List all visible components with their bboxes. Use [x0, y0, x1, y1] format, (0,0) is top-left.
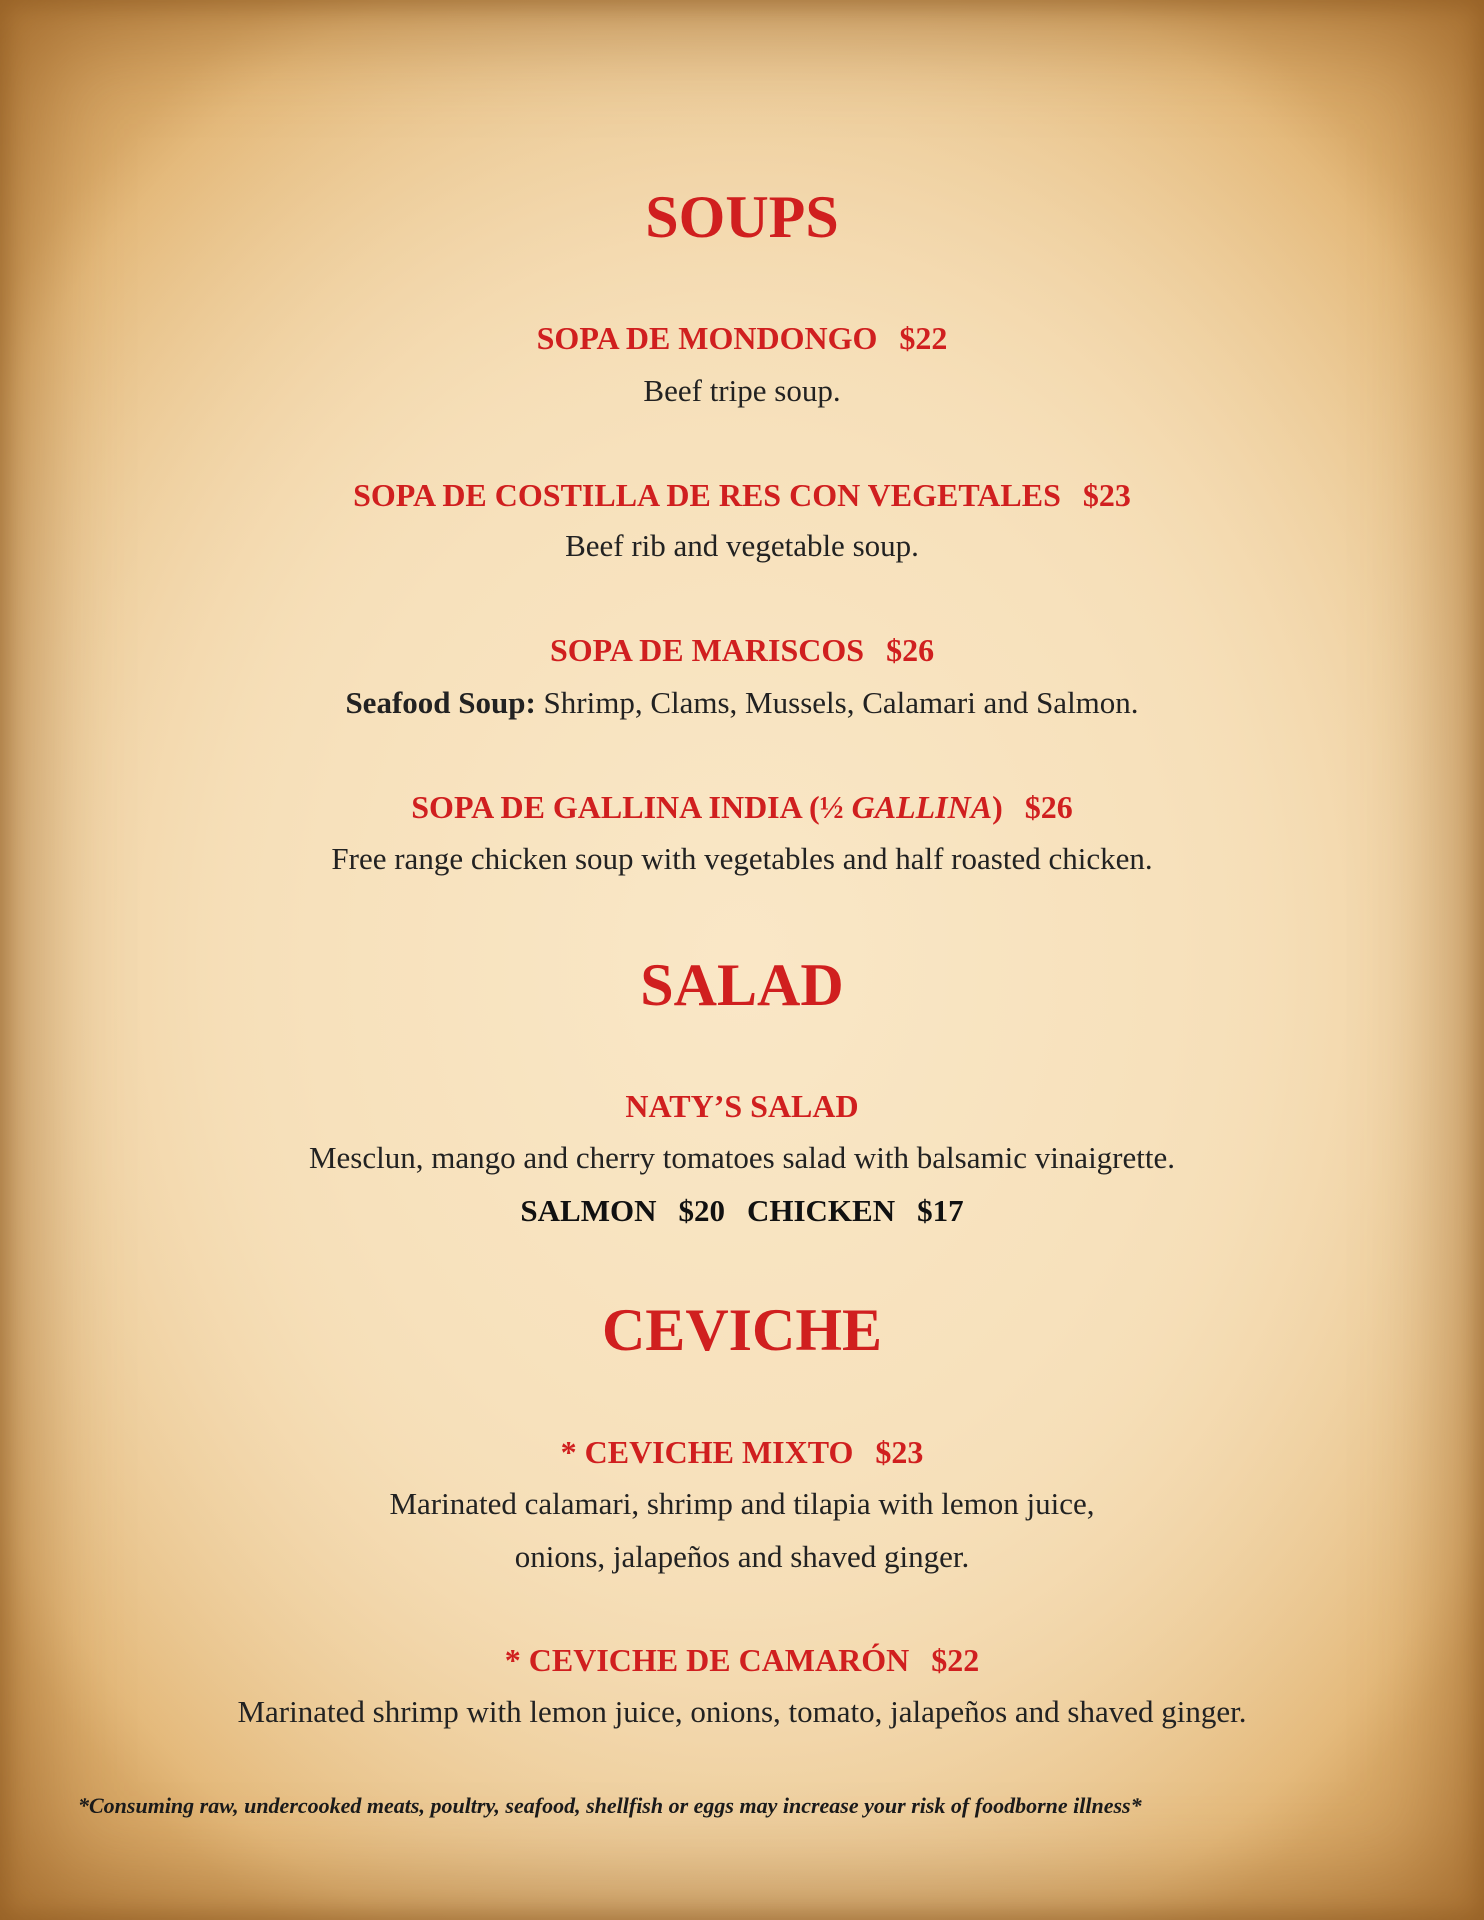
item-name-text: SOPA DE MONDONGO — [536, 320, 878, 356]
menu-item-name — [0, 1436, 1484, 1468]
item-name-text: SOPA DE MARISCOS — [549, 632, 865, 668]
menu-item-name — [0, 322, 1484, 354]
menu-item-description: Mesclun, mango and cherry tomatoes salad with balsamic vinaigrette. — [308, 1140, 1176, 1175]
section-title-salad: SALAD — [640, 952, 844, 1018]
menu-item-name — [0, 791, 1484, 823]
item-name-text: SOPA DE GALLINA INDIA (½ — [411, 789, 852, 825]
item-name-text: NATY’S SALAD — [625, 1088, 859, 1124]
menu-item-description: Beef rib and vegetable soup. — [565, 528, 919, 563]
option-label: CHICKEN — [746, 1193, 896, 1228]
item-name-italic: GALLINA — [851, 789, 993, 825]
item-price: $23 — [1082, 477, 1131, 513]
item-name-text: * CEVICHE MIXTO — [560, 1434, 854, 1470]
menu-item-description: Free range chicken soup with vegetables and half roasted chicken. — [331, 841, 1153, 876]
menu-item-description: Marinated calamari, shrimp and tilapia with lemon juice, — [389, 1486, 1095, 1521]
option-price: $20 — [678, 1193, 725, 1228]
item-name-text: SOPA DE COSTILLA DE RES CON VEGETALES — [353, 477, 1061, 513]
option-price: $17 — [917, 1193, 964, 1228]
description-text: Shrimp, Clams, Mussels, Calamari and Salmon. — [543, 685, 1139, 720]
item-price: $23 — [875, 1434, 924, 1470]
menu-item-name — [0, 479, 1484, 511]
menu-item-name — [0, 634, 1484, 666]
section-title-soups: SOUPS — [645, 184, 839, 250]
item-name-text: * CEVICHE DE CAMARÓN — [504, 1642, 910, 1678]
salad-options — [0, 1195, 1484, 1226]
item-price: $22 — [899, 320, 948, 356]
option-label: SALMON — [520, 1193, 657, 1228]
menu-item-description — [0, 687, 1484, 718]
menu-item-name — [0, 1644, 1484, 1676]
menu-item-description: Marinated shrimp with lemon juice, onions, tomato, jalapeños and shaved ginger. — [237, 1694, 1247, 1729]
item-name-text: ) — [992, 789, 1003, 825]
menu-item-description: Beef tripe soup. — [643, 373, 841, 408]
item-price: $26 — [1024, 789, 1073, 825]
item-price: $26 — [886, 632, 935, 668]
menu-item-name — [0, 1090, 1484, 1122]
section-title-ceviche: CEVICHE — [601, 1297, 883, 1363]
foodborne-illness-disclaimer: *Consuming raw, undercooked meats, poultry, seafood, shellfish or eggs may increase your risk of foodborne illness* — [78, 1793, 1142, 1818]
description-bold-label: Seafood Soup: — [345, 685, 536, 720]
menu-item-description: onions, jalapeños and shaved ginger. — [514, 1539, 970, 1574]
item-price: $22 — [931, 1642, 980, 1678]
